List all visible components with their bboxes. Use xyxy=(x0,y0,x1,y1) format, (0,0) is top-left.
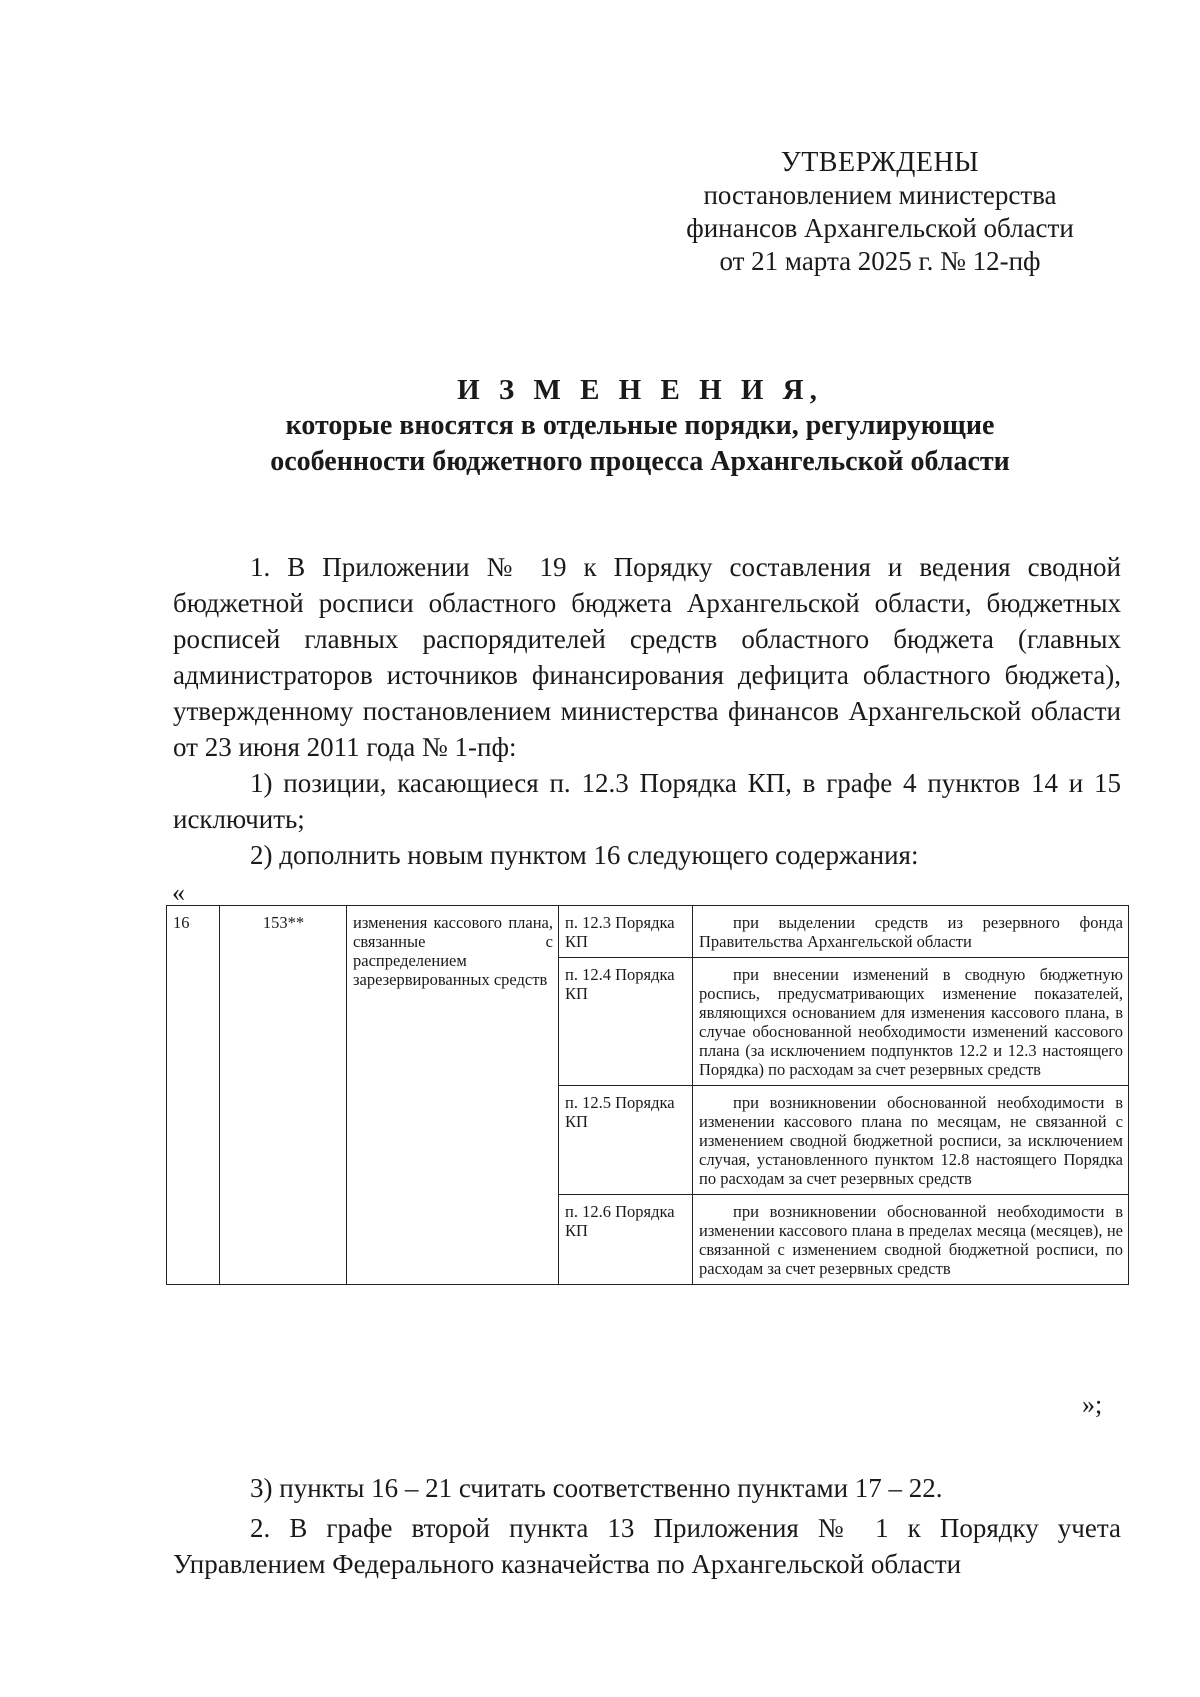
approval-stamp xyxy=(640,146,1120,278)
document-title xyxy=(160,372,1120,480)
cell-ref: п. 12.6 Порядка КП xyxy=(559,1195,693,1285)
cell-code: 153** xyxy=(220,906,347,1285)
cell-text xyxy=(693,1195,1129,1285)
cell-text xyxy=(693,958,1129,1086)
table-row xyxy=(167,906,1129,958)
approval-line-2: финансов Архангельской области xyxy=(686,213,1074,243)
cell-ref: п. 12.5 Порядка КП xyxy=(559,1086,693,1195)
approval-line-1: постановлением министерства xyxy=(703,180,1057,210)
cell-number: 16 xyxy=(167,906,220,1285)
title-sub-2: особенности бюджетного процесса Архангельской области xyxy=(270,446,1010,477)
cell-description: изменения кассового плана, связанные с распределением зарезервированных средств xyxy=(347,906,559,1285)
cell-text xyxy=(693,906,1129,958)
paragraph-1: 1. В Приложении № 19 к Порядку составления и ведения сводной бюджетной росписи областного бюджета Архангельской области, бюджетных росписей главных распорядителей средств областного бюджета (главных администраторов источников финансирования дефицита областного бюджета), утвержденному постановлением министерства финансов Архангельской области от 23 июня 2011 года № 1-пф: xyxy=(173,552,1121,762)
cell-ref: п. 12.4 Порядка КП xyxy=(559,958,693,1086)
item-1: 1) позиции, касающиеся п. 12.3 Порядка КП, в графе 4 пунктов 14 и 15 исключить; xyxy=(173,768,1121,834)
cell-text-content: при возникновении обоснованной необходимости в изменении кассового плана по месяцам, не связанной с изменением сводной бюджетной росписи, за исключением случая, установленного пунктом 12.8 настоящего Порядка по расходам за счет резервных средств xyxy=(699,1093,1123,1188)
approval-heading: УТВЕРЖДЕНЫ xyxy=(780,147,980,178)
cell-ref: п. 12.3 Порядка КП xyxy=(559,906,693,958)
cell-text-content: при возникновении обоснованной необходимости в изменении кассового плана в пределах месяца (месяцев), не связанной с изменением сводной бюджетной росписи, по расходам за счет резервных средств xyxy=(699,1202,1123,1278)
cell-text-content: при внесении изменений в сводную бюджетную роспись, предусматривающих изменение показателей, являющихся основанием для изменения кассового плана, в случае обоснованной необходимости изменений кассового плана (за исключением подпунктов 12.2 и 12.3 настоящего Порядка) по расходам за счет резервных средств xyxy=(699,965,1123,1079)
title-sub-1: которые вносятся в отдельные порядки, регулирующие xyxy=(285,410,995,441)
cell-text-content: при выделении средств из резервного фонда Правительства Архангельской области xyxy=(699,913,1123,951)
item-3: 3) пункты 16 – 21 считать соответственно пунктами 17 – 22. xyxy=(250,1473,943,1503)
cell-text xyxy=(693,1086,1129,1195)
quote-open: « xyxy=(172,878,185,907)
paragraph-2: 2. В графе второй пункта 13 Приложения № 1 к Порядку учета Управлением Федерального казначейства по Архангельской области xyxy=(173,1513,1121,1579)
quote-close: »; xyxy=(1082,1390,1103,1419)
title-main: И З М Е Н Е Н И Я, xyxy=(457,374,823,406)
item-2: 2) дополнить новым пунктом 16 следующего содержания: xyxy=(250,840,919,870)
approval-line-3: от 21 марта 2025 г. № 12-пф xyxy=(719,246,1041,276)
changes-table xyxy=(166,905,1129,1285)
